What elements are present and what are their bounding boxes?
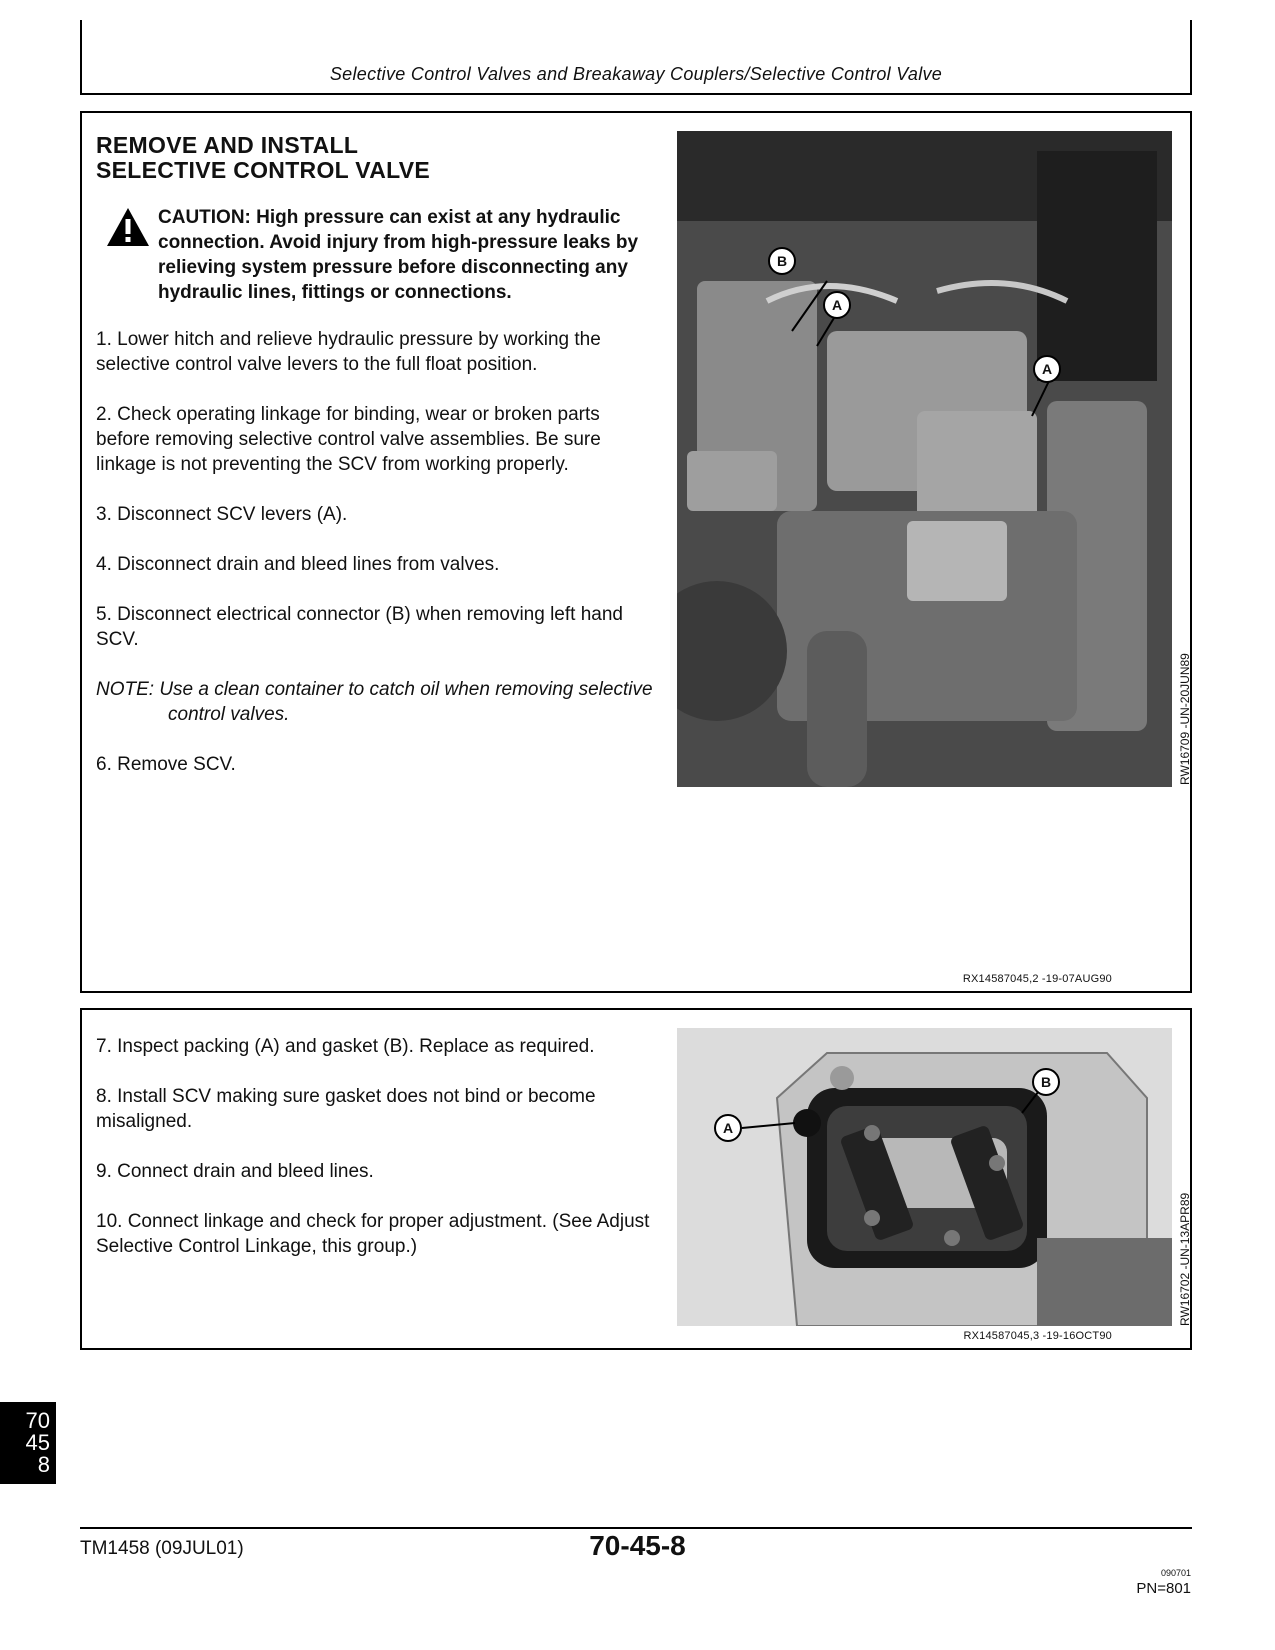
photo-id: RW16702 -UN-13APR89 xyxy=(1178,1192,1192,1326)
scv-assembly-illustration xyxy=(677,131,1172,787)
section-title-line-1: REMOVE AND INSTALL xyxy=(96,132,359,158)
date-code: 090701 xyxy=(1160,1568,1191,1578)
valve-gasket-illustration xyxy=(677,1028,1172,1326)
step-8: 8. Install SCV making sure gasket does not bind or become misaligned. xyxy=(96,1086,596,1132)
section-title xyxy=(96,133,654,183)
callout-a-left: A xyxy=(823,291,851,319)
photo-valve-gasket xyxy=(677,1028,1172,1326)
procedure-text xyxy=(96,133,654,802)
step-3: 3. Disconnect SCV levers (A). xyxy=(96,504,348,525)
procedure-box-remove xyxy=(80,111,1192,993)
section-tab xyxy=(0,1402,56,1484)
step-10: 10. Connect linkage and check for proper adjustment. (See Adjust Selective Control Linkage, this group.) xyxy=(96,1211,650,1257)
photo-id: RW16709 -UN-20JUN89 xyxy=(1178,653,1192,785)
note: NOTE: Use a clean container to catch oil when removing selective control valves. xyxy=(96,679,653,725)
footer-rule xyxy=(80,1527,1192,1529)
step-2: 2. Check operating linkage for binding, wear or broken parts before removing selective control valve assemblies. Be sure linkage is not preventing the SCV from working properly. xyxy=(96,404,601,475)
reference-code: RX14587045,2 -19-07AUG90 xyxy=(962,973,1112,985)
callout-b: B xyxy=(768,247,796,275)
page-number: 70-45-8 xyxy=(589,1530,686,1561)
callout-a: A xyxy=(714,1114,742,1142)
section-title-line-2: SELECTIVE CONTROL VALVE xyxy=(96,157,431,183)
callout-b: B xyxy=(1032,1068,1060,1096)
step-4: 4. Disconnect drain and bleed lines from valves. xyxy=(96,554,500,575)
step-1: 1. Lower hitch and relieve hydraulic pressure by working the selective control valve levers to the full float position. xyxy=(96,329,601,375)
caution-text: CAUTION: High pressure can exist at any hydraulic connection. Avoid injury from high-pressure leaks by relieving system pressure before disconnecting any hydraulic lines, fittings or connections. xyxy=(158,207,639,303)
section-tab-line-2: 45 xyxy=(25,1430,50,1455)
reference-code: RX14587045,3 -19-16OCT90 xyxy=(963,1330,1112,1342)
step-5: 5. Disconnect electrical connector (B) when removing left hand SCV. xyxy=(96,604,623,650)
warning-triangle-icon xyxy=(106,207,150,247)
step-7: 7. Inspect packing (A) and gasket (B). Replace as required. xyxy=(96,1036,595,1057)
pn-code: PN=801 xyxy=(1136,1580,1191,1597)
header-rule xyxy=(80,93,1192,95)
procedure-box-install xyxy=(80,1008,1192,1350)
section-tab-line-3: 8 xyxy=(37,1452,50,1477)
section-tab-line-1: 70 xyxy=(25,1408,50,1433)
procedure-text xyxy=(96,1034,654,1284)
step-9: 9. Connect drain and bleed lines. xyxy=(96,1161,374,1182)
photo-scv-assembly xyxy=(677,131,1172,787)
running-header: Selective Control Valves and Breakaway Couplers/Selective Control Valve xyxy=(329,64,943,84)
manual-id: TM1458 (09JUL01) xyxy=(80,1538,244,1559)
caution-block xyxy=(96,205,654,305)
step-6: 6. Remove SCV. xyxy=(96,754,236,775)
callout-a-right: A xyxy=(1033,355,1061,383)
